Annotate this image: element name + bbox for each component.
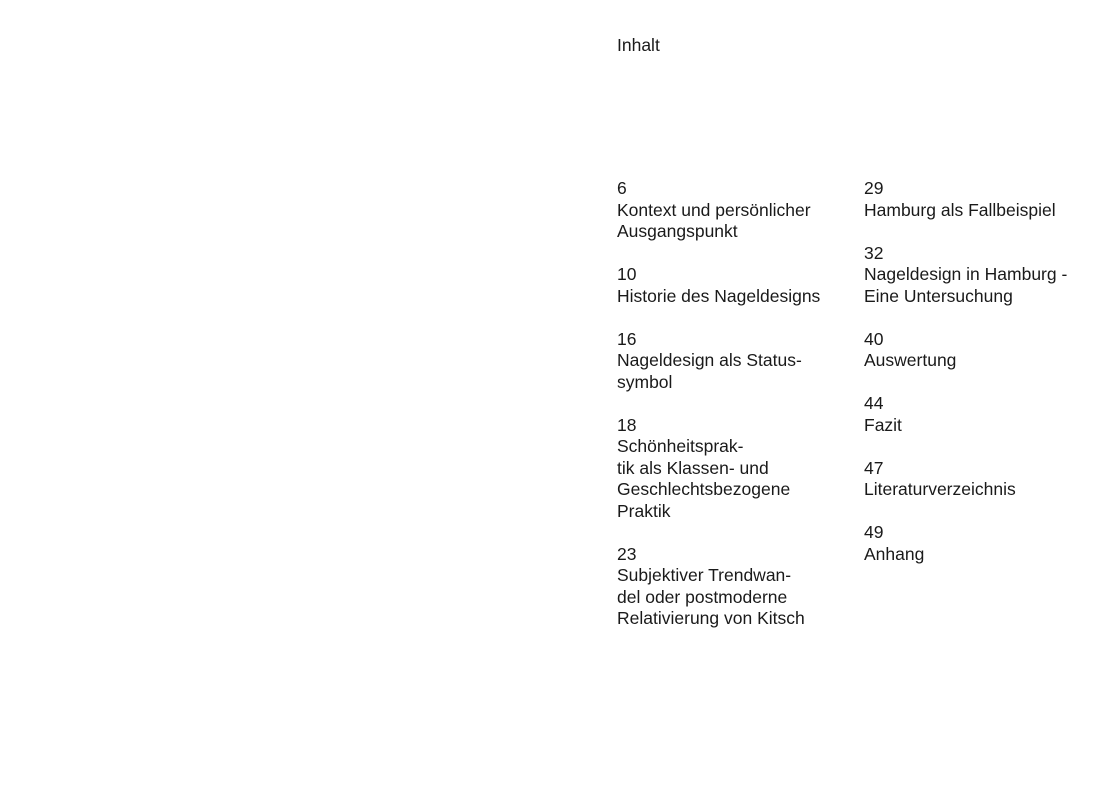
toc-entry xyxy=(864,522,1109,565)
toc-entry xyxy=(617,178,852,243)
toc-page-number: 6 xyxy=(617,178,627,198)
toc-entry xyxy=(864,178,1109,221)
toc-entry xyxy=(864,393,1109,436)
toc-title: Anhang xyxy=(864,543,925,564)
toc-title: Literaturverzeichnis xyxy=(864,479,1016,499)
toc-entry xyxy=(617,415,852,523)
toc-entry xyxy=(617,544,852,630)
toc-page-number: 44 xyxy=(864,393,884,413)
page-title: Inhalt xyxy=(617,35,660,55)
toc-entry xyxy=(617,329,852,394)
toc-page-number: 10 xyxy=(617,264,637,284)
toc-title: Fazit xyxy=(864,414,902,435)
toc-page-number: 32 xyxy=(864,242,884,263)
toc-entry xyxy=(864,458,1109,501)
toc-page-number: 40 xyxy=(864,328,884,349)
toc-title: Kontext und persönlicher Ausgangspunkt xyxy=(617,199,811,241)
toc-page-number: 18 xyxy=(617,414,637,435)
toc-page-number: 29 xyxy=(864,178,884,198)
toc-column-left xyxy=(617,178,852,651)
toc-page-number: 23 xyxy=(617,543,637,564)
toc-page-number: 47 xyxy=(864,457,884,478)
toc-page-number: 16 xyxy=(617,328,637,349)
toc-title: Historie des Nageldesigns xyxy=(617,285,821,306)
toc-column-right xyxy=(864,178,1109,587)
toc-title: Nageldesign als Status- symbol xyxy=(617,350,802,392)
toc-title: Schönheitsprak- tik als Klassen- und Geschlechtsbezogene Praktik xyxy=(617,436,791,521)
toc-title: Auswertung xyxy=(864,350,957,370)
toc-title: Hamburg als Fallbeispiel xyxy=(864,199,1056,220)
toc-entry xyxy=(617,264,852,307)
right-page-contents xyxy=(560,0,1120,795)
toc-entry xyxy=(864,329,1109,372)
toc-entry xyxy=(864,243,1109,308)
toc-title: Subjektiver Trendwan- del oder postmoderne Relativierung von Kitsch xyxy=(617,565,805,628)
toc-title: Nageldesign in Hamburg - Eine Untersuchung xyxy=(864,264,1068,306)
toc-page-number: 49 xyxy=(864,522,884,542)
